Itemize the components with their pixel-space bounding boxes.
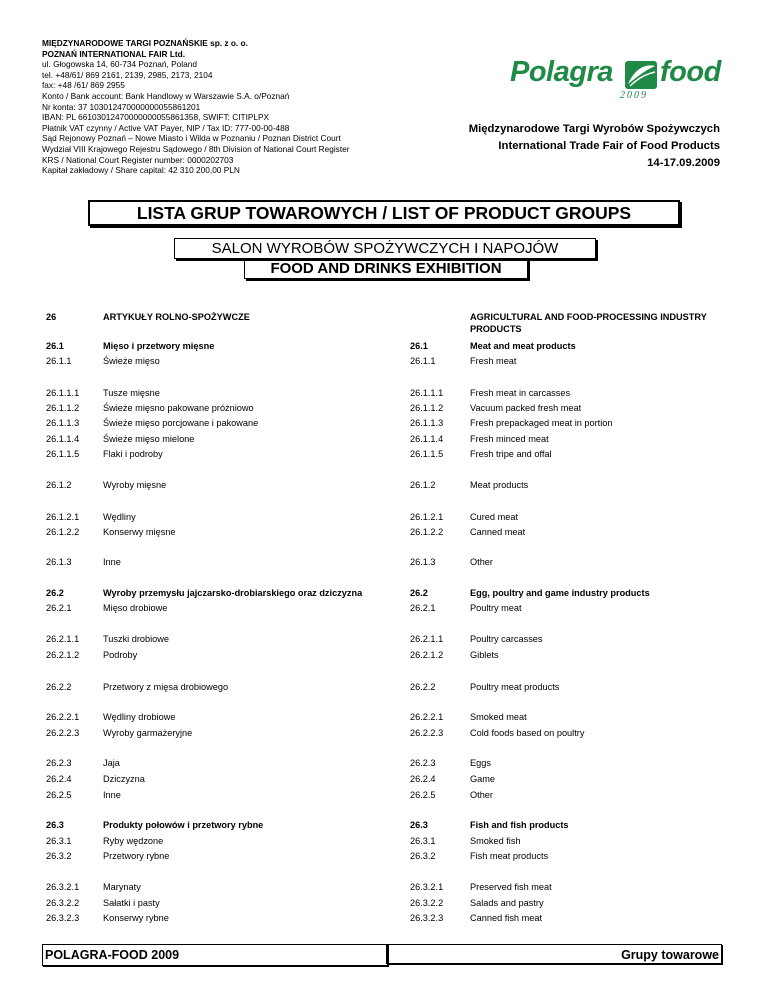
fair-dates: 14-17.09.2009 [647,157,720,169]
table-cell-c1: 26.1.2 [46,480,72,490]
company-name-pl: MIĘDZYNARODOWE TARGI POZNAŃSKIE sp. z o. o. [42,38,248,48]
company-iban: IBAN: PL 66103012470000000055861358, SWIFT: CITIPLPX [42,112,270,123]
table-cell-c4: Poultry meat [470,603,522,613]
table-cell-c1: 26.2.2.1 [46,712,80,722]
table-cell-c1: 26.1.1.1 [46,388,80,398]
table-cell-c4: Cured meat [470,512,519,522]
exhibition-title-en: FOOD AND DRINKS EXHIBITION [244,258,528,279]
logo-year: 2009 [620,90,648,101]
table-cell-c4: Eggs [470,758,491,768]
table-cell-c2: Inne [103,790,121,800]
table-cell-c3: 26.2.3 [410,758,436,768]
table-cell-c2: Świeże mięsno pakowane próżniowo [103,403,254,413]
company-info [42,38,350,176]
table-cell-c4: Fresh minced meat [470,434,549,444]
table-cell-c4: Game [470,774,496,784]
table-cell-c3: 26.2.2.3 [410,728,444,738]
table-cell-c1: 26.3.2 [46,851,72,861]
table-cell-c3: 26.2.1.1 [410,634,444,644]
table-cell-c3: 26.2 [410,588,428,598]
table-cell-c3: 26.2.1.2 [410,650,444,660]
table-cell-c2: Tusze mięsne [103,388,160,398]
logo-word-polagra: Polagra [510,56,613,88]
table-cell-c2: Mięso i przetwory mięsne [103,341,215,351]
fair-name-en: International Trade Fair of Food Products [498,140,720,152]
table-cell-c1: 26.2.3 [46,758,72,768]
table-cell-c2: Wyroby mięsne [103,480,167,490]
table-cell-c3: 26.2.2 [410,682,436,692]
table-cell-c1: 26 [46,312,57,322]
table-cell-c4: Fresh meat in carcasses [470,388,571,398]
company-division: Wydział VIII Krajowego Rejestru Sądowego / 8th Division of National Court Register [42,143,350,154]
table-cell-c3: 26.3.2 [410,851,436,861]
company-court: Sąd Rejonowy Poznań – Nowe Miasto i Wilda w Poznaniu / Poznan District Court [42,133,341,144]
table-cell-c3: 26.1 [410,341,428,351]
table-cell-c3: 26.1.1.5 [410,449,444,459]
table-cell-c2: Tuszki drobiowe [103,634,170,644]
table-cell-c4: Other [470,790,493,800]
table-cell-c2: Flaki i podroby [103,449,163,459]
table-cell-c4: Cold foods based on poultry [470,728,585,738]
table-cell-c1: 26.1.1.3 [46,418,80,428]
table-cell-c3: 26.2.4 [410,774,436,784]
table-cell-c1: 26.2.4 [46,774,72,784]
table-cell-c4: Salads and pastry [470,898,544,908]
table-cell-c4: Fish meat products [470,851,549,861]
table-cell-c4: Poultry meat products [470,682,560,692]
exhibition-title-pl: SALON WYROBÓW SPOŻYWCZYCH I NAPOJÓW [174,238,596,259]
table-cell-c1: 26.2.1.1 [46,634,80,644]
table-cell-c3: 26.2.1 [410,603,436,613]
company-krs: KRS / National Court Register number: 0000202703 [42,154,234,165]
table-cell-c2: Konserwy mięsne [103,527,176,537]
table-cell-c2: Świeże mięso [103,356,160,366]
table-cell-c2: Produkty połowów i przetwory rybne [103,820,264,830]
logo-word-food: food [660,56,721,88]
company-vat: Płatnik VAT czynny / Active VAT Payer, NIP / Tax ID: 777-00-00-488 [42,122,290,133]
table-cell-c1: 26.1 [46,341,64,351]
fair-name-pl: Międzynarodowe Targi Wyrobów Spożywczych [468,123,720,135]
table-cell-c1: 26.1.2.2 [46,527,80,537]
table-cell-c3: 26.3.2.2 [410,898,444,908]
page-title: LISTA GRUP TOWAROWYCH / LIST OF PRODUCT GROUPS [88,200,680,226]
table-cell-c4: Vacuum packed fresh meat [470,403,582,413]
table-cell-c4: Fresh meat [470,356,517,366]
table-cell-c4: Fish and fish products [470,820,569,830]
table-cell-c3: 26.2.5 [410,790,436,800]
company-account: Nr konta: 37 103012470000000055861201 [42,101,201,112]
table-cell-c2: Przetwory rybne [103,851,170,861]
table-cell-c4: PRODUCTS [470,324,522,334]
table-cell-c4: AGRICULTURAL AND FOOD-PROCESSING INDUSTRY [470,312,707,322]
table-cell-c1: 26.1.2.1 [46,512,80,522]
table-cell-c4: Fresh tripe and offal [470,449,552,459]
table-cell-c1: 26.2.1.2 [46,650,80,660]
table-cell-c2: Dziczyzna [103,774,145,784]
table-cell-c4: Canned fish meat [470,913,543,923]
table-cell-c2: Podroby [103,650,138,660]
table-cell-c3: 26.2.2.1 [410,712,444,722]
table-cell-c4: Smoked fish [470,836,521,846]
table-cell-c1: 26.1.1.4 [46,434,80,444]
table-cell-c2: Przetwory z mięsa drobiowego [103,682,229,692]
table-cell-c4: Canned meat [470,527,526,537]
company-capital: Kapitał zakładowy / Share capital: 42 310 200,00 PLN [42,165,240,176]
table-cell-c3: 26.1.1.2 [410,403,444,413]
table-cell-c1: 26.1.1.5 [46,449,80,459]
table-cell-c1: 26.3 [46,820,64,830]
table-cell-c2: Wędliny [103,512,136,522]
table-cell-c4: Preserved fish meat [470,882,552,892]
table-cell-c3: 26.3.2.1 [410,882,444,892]
footer-section-name: Grupy towarowe [386,944,722,964]
table-cell-c4: Fresh prepackaged meat in portion [470,418,613,428]
table-cell-c1: 26.3.2.1 [46,882,80,892]
table-cell-c1: 26.1.1 [46,356,72,366]
company-name-en: POZNAŃ INTERNATIONAL FAIR Ltd. [42,48,186,59]
table-cell-c3: 26.3 [410,820,428,830]
table-cell-c2: Świeże mięso mielone [103,434,195,444]
table-cell-c3: 26.1.1.1 [410,388,444,398]
table-cell-c2: Wyroby garmażeryjne [103,728,193,738]
company-phone: tel. +48/61/ 869 2161, 2139, 2985, 2173, 2104 [42,69,213,80]
table-cell-c2: Mięso drobiowe [103,603,168,613]
table-cell-c1: 26.3.1 [46,836,72,846]
table-cell-c4: Giblets [470,650,499,660]
leaf-icon [624,60,658,90]
table-cell-c2: Inne [103,557,121,567]
fair-info [469,121,720,172]
table-cell-c2: Ryby wędzone [103,836,164,846]
table-cell-c4: Egg, poultry and game industry products [470,588,650,598]
table-cell-c4: Meat and meat products [470,341,576,351]
table-cell-c2: Konserwy rybne [103,913,169,923]
table-cell-c3: 26.1.2.2 [410,527,444,537]
table-cell-c2: Jaja [103,758,120,768]
footer-event-name: POLAGRA-FOOD 2009 [42,944,388,966]
table-cell-c2: Wyroby przemysłu jajczarsko-drobiarskiego oraz dziczyzna [103,588,363,598]
table-cell-c1: 26.3.2.2 [46,898,80,908]
table-cell-c4: Poultry carcasses [470,634,543,644]
table-cell-c3: 26.3.1 [410,836,436,846]
table-cell-c1: 26.2.2 [46,682,72,692]
table-cell-c3: 26.1.1.3 [410,418,444,428]
company-fax: fax: +48 /61/ 869 2955 [42,80,125,91]
table-cell-c2: ARTYKUŁY ROLNO-SPOŻYWCZE [103,312,250,322]
table-cell-c3: 26.1.1.4 [410,434,444,444]
table-cell-c3: 26.1.2.1 [410,512,444,522]
table-cell-c3: 26.1.2 [410,480,436,490]
table-cell-c1: 26.2.1 [46,603,72,613]
company-bank: Konto / Bank account: Bank Handlowy w Warszawie S.A. o/Poznań [42,90,290,101]
table-cell-c4: Smoked meat [470,712,527,722]
polagra-food-logo [510,56,720,106]
table-cell-c2: Wędliny drobiowe [103,712,176,722]
company-address: ul. Głogowska 14, 60-734 Poznań, Poland [42,59,197,70]
table-cell-c1: 26.1.3 [46,557,72,567]
table-cell-c1: 26.3.2.3 [46,913,80,923]
table-cell-c1: 26.1.1.2 [46,403,80,413]
table-cell-c3: 26.3.2.3 [410,913,444,923]
table-cell-c3: 26.1.3 [410,557,436,567]
table-cell-c4: Other [470,557,493,567]
table-cell-c1: 26.2.2.3 [46,728,80,738]
table-cell-c4: Meat products [470,480,529,490]
table-cell-c3: 26.1.1 [410,356,436,366]
table-cell-c1: 26.2.5 [46,790,72,800]
table-cell-c1: 26.2 [46,588,64,598]
table-cell-c2: Sałatki i pasty [103,898,160,908]
table-cell-c2: Świeże mięso porcjowane i pakowane [103,418,259,428]
table-cell-c2: Marynaty [103,882,141,892]
